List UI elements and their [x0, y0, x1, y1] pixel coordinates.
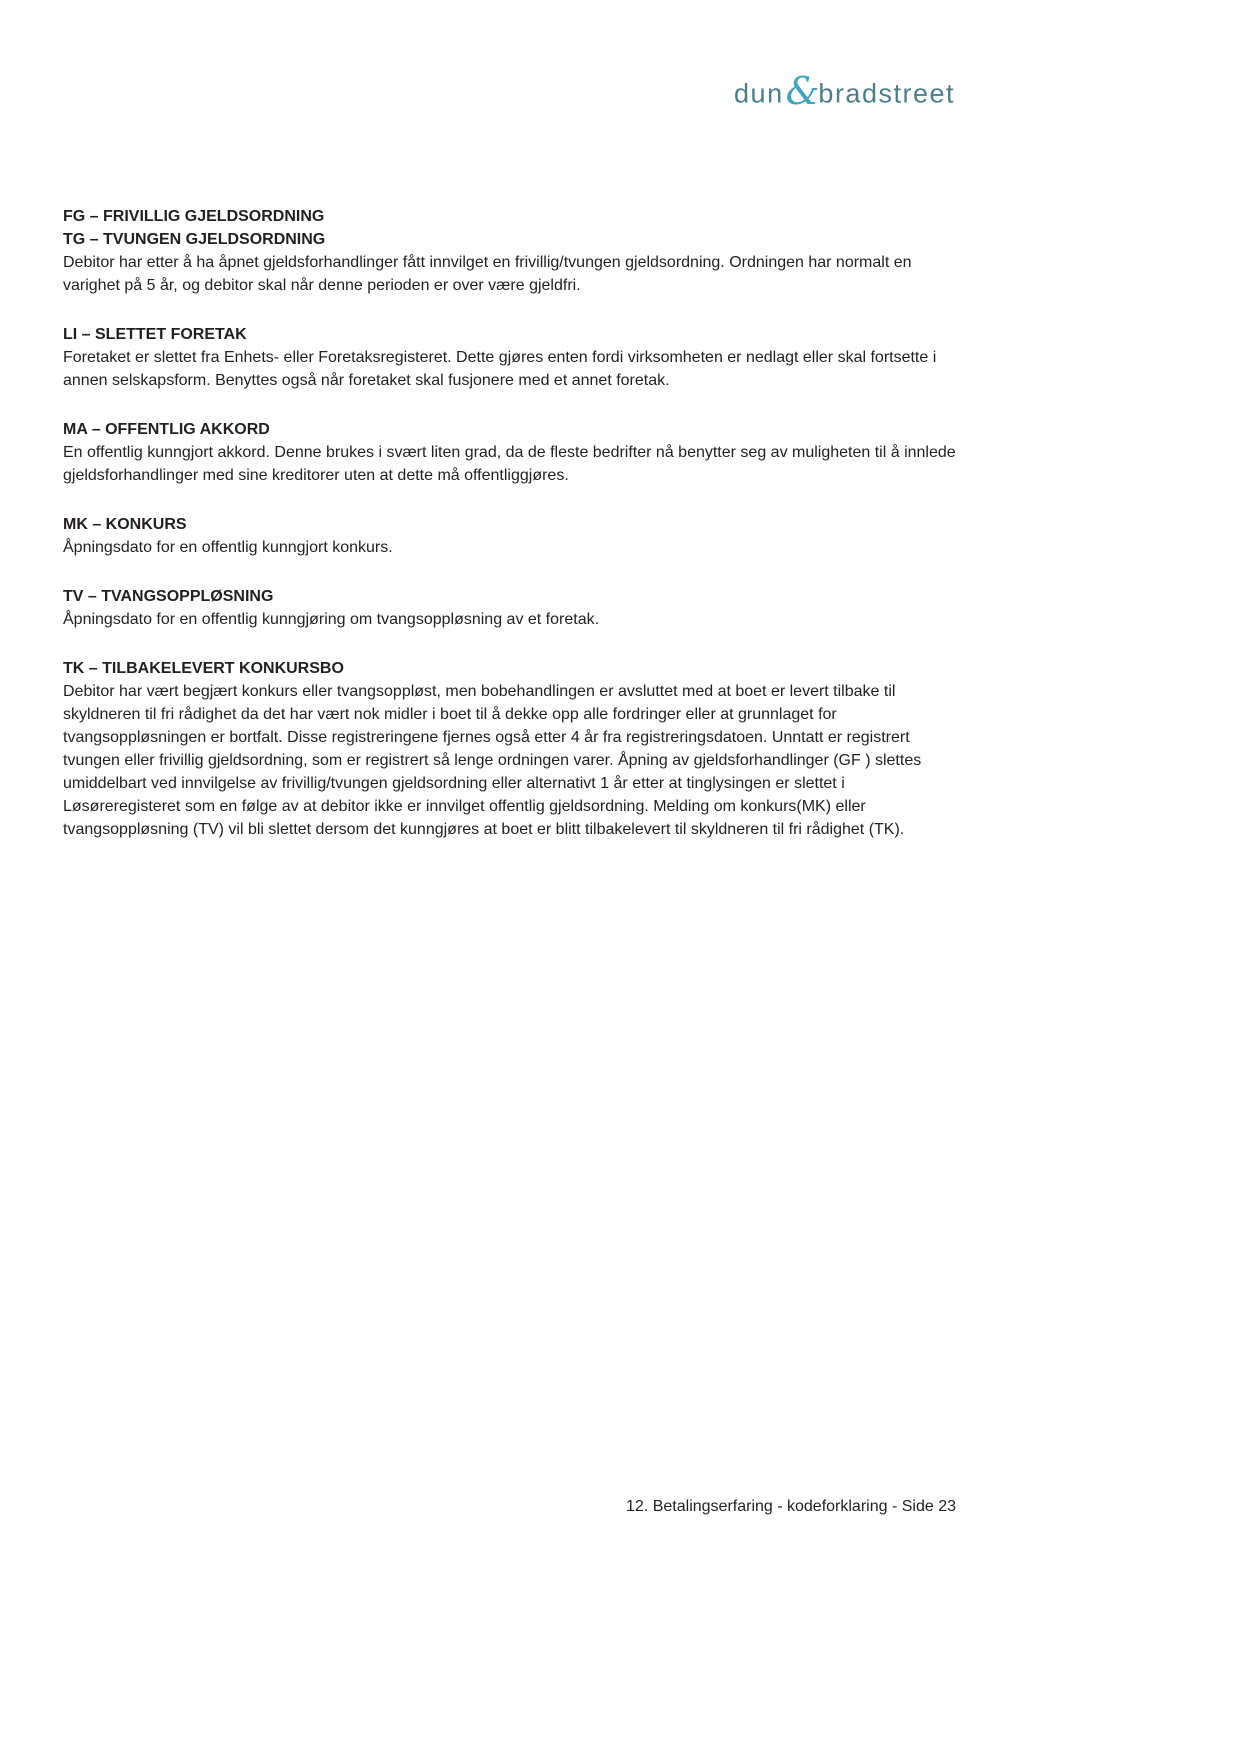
dun-bradstreet-logo [63, 69, 955, 116]
section-paragraph: En offentlig kunngjort akkord. Denne brukes i svært liten grad, da de fleste bedrifter nå benytter seg av muligheten til å innlede gjeldsforhandlinger med sine kreditorer uten at dette må offentliggjøres. [63, 444, 956, 484]
logo-word-dun: dun [734, 78, 784, 109]
section-paragraph: Debitor har vært begjært konkurs eller tvangsoppløst, men bobehandlingen er avsluttet med at boet er levert tilbake til skyldneren til fri rådighet da det har vært nok midler i boet til å dekke opp alle fordringer eller at grunnlaget for tvangsoppløsningen er bortfalt. Disse registreringene fjernes også etter 4 år fra registreringsdatoen. Unntatt er registrert tvungen eller frivillig gjeldsordning, som er registrert så lenge ordningen varer. Åpning av gjeldsforhandlinger (GF ) slettes umiddelbart ved innvilgelse av frivillig/tvungen gjeldsordning eller alternativt 1 år etter at tinglysingen er slettet i Løsøreregisteret som en følge av at debitor ikke er innvilget offentlig gjeldsordning. Melding om konkurs(MK) eller tvangsoppløsning (TV) vil bli slettet dersom det kunngjøres at boet er blitt tilbakelevert til skyldneren til fri rådighet (TK). [63, 683, 922, 838]
section-tv [63, 585, 956, 631]
section-heading: TG – TVUNGEN GJELDSORDNING [63, 231, 326, 248]
section-paragraph: Åpningsdato for en offentlig kunngjort konkurs. [63, 539, 393, 556]
section-paragraph: Debitor har etter å ha åpnet gjeldsforhandlinger fått innvilget en frivillig/tvungen gjeldsordning. Ordningen har normalt en varighet på 5 år, og debitor skal når denne perioden er over være gjeldfri. [63, 254, 912, 294]
section-heading: LI – SLETTET FORETAK [63, 326, 247, 343]
section-mk [63, 513, 956, 559]
document-body [63, 205, 956, 867]
section-paragraph: Åpningsdato for en offentlig kunngjøring om tvangsoppløsning av et foretak. [63, 611, 600, 628]
page-footer [63, 1498, 956, 1516]
section-heading: MA – OFFENTLIG AKKORD [63, 421, 270, 438]
logo-ampersand-icon: & [785, 69, 820, 113]
section-li [63, 323, 956, 392]
section-tk [63, 657, 956, 841]
section-heading: FG – FRIVILLIG GJELDSORDNING [63, 208, 325, 225]
section-heading: TK – TILBAKELEVERT KONKURSBO [63, 660, 344, 677]
section-heading: MK – KONKURS [63, 516, 187, 533]
section-fg-tg [63, 205, 956, 297]
logo-word-bradstreet: bradstreet [818, 78, 955, 109]
footer-text: 12. Betalingserfaring - kodeforklaring - Side 23 [626, 1498, 956, 1515]
section-paragraph: Foretaket er slettet fra Enhets- eller Foretaksregisteret. Dette gjøres enten fordi virksomheten er nedlagt eller skal fortsette i annen selskapsform. Benyttes også når foretaket skal fusjonere med et annet foretak. [63, 349, 937, 389]
section-ma [63, 418, 956, 487]
section-heading: TV – TVANGSOPPLØSNING [63, 588, 274, 605]
